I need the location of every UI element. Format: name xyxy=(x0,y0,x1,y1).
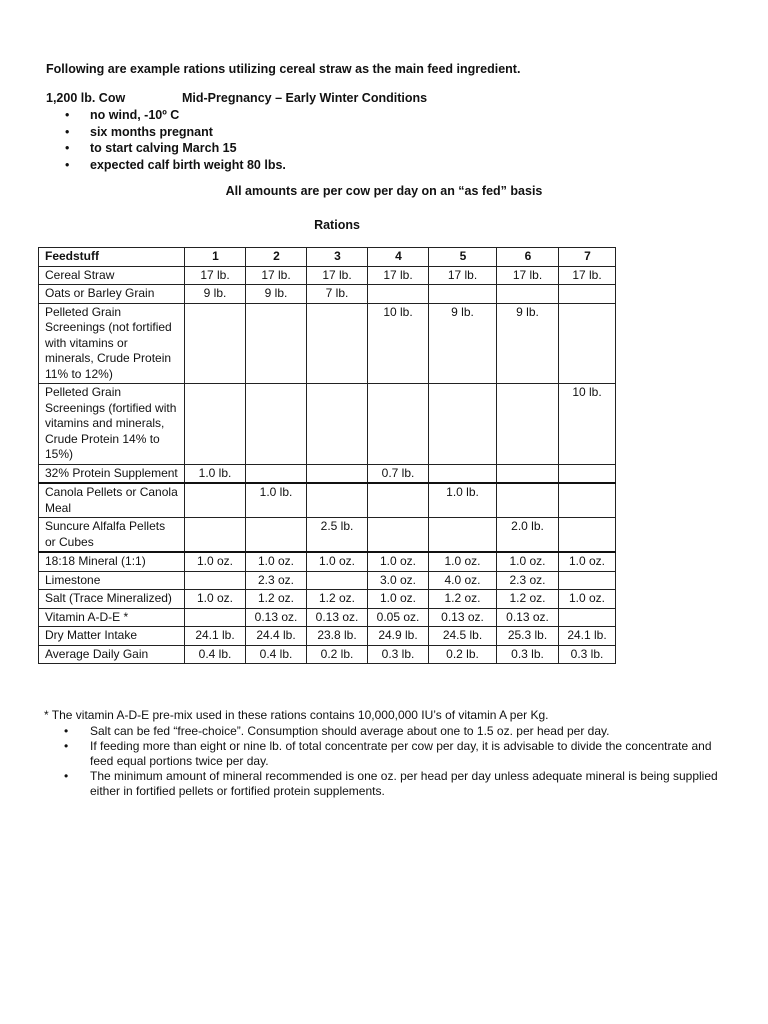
note-item: • Salt can be fed “free-choice”. Consumption should average about one to 1.5 oz. per head per day. xyxy=(64,724,610,738)
ration-value-cell: 1.2 oz. xyxy=(497,590,559,609)
ration-value-cell xyxy=(307,483,368,518)
feedstuff-cell: Pelleted Grain Screenings (fortified with vitamins and minerals, Crude Protein 14% to 15%) xyxy=(39,384,185,465)
bullet-icon: • xyxy=(65,108,70,122)
ration-value-cell xyxy=(246,303,307,384)
column-header: 2 xyxy=(246,248,307,267)
ration-value-cell xyxy=(559,518,616,553)
condition-item: • to start calving March 15 xyxy=(65,141,237,155)
ration-value-cell: 9 lb. xyxy=(246,285,307,304)
ration-value-cell: 2.3 oz. xyxy=(497,571,559,590)
ration-value-cell: 1.0 lb. xyxy=(185,464,246,483)
ration-value-cell: 17 lb. xyxy=(559,266,616,285)
intro-text: Following are example rations utilizing cereal straw as the main feed ingredient. xyxy=(46,62,521,76)
ration-value-cell xyxy=(246,464,307,483)
ration-value-cell: 0.2 lb. xyxy=(429,645,497,664)
ration-value-cell xyxy=(246,384,307,465)
table-row xyxy=(39,464,616,483)
ration-value-cell: 17 lb. xyxy=(429,266,497,285)
table-row xyxy=(39,303,616,384)
ration-value-cell xyxy=(368,518,429,553)
feedstuff-cell: Suncure Alfalfa Pellets or Cubes xyxy=(39,518,185,553)
ration-value-cell: 2.5 lb. xyxy=(307,518,368,553)
ration-value-cell: 2.3 oz. xyxy=(246,571,307,590)
ration-value-cell: 1.0 oz. xyxy=(368,590,429,609)
ration-value-cell: 0.13 oz. xyxy=(429,608,497,627)
ration-value-cell xyxy=(307,464,368,483)
ration-value-cell xyxy=(497,285,559,304)
ration-value-cell xyxy=(246,518,307,553)
ration-value-cell: 17 lb. xyxy=(185,266,246,285)
ration-value-cell xyxy=(559,483,616,518)
condition-item: • no wind, -10º C xyxy=(65,108,180,122)
feedstuff-cell: Dry Matter Intake xyxy=(39,627,185,646)
ration-value-cell xyxy=(429,384,497,465)
ration-value-cell: 0.7 lb. xyxy=(368,464,429,483)
table-header-row xyxy=(39,248,616,267)
ration-value-cell: 0.13 oz. xyxy=(307,608,368,627)
feedstuff-cell: Oats or Barley Grain xyxy=(39,285,185,304)
table-row xyxy=(39,518,616,553)
ration-value-cell: 7 lb. xyxy=(307,285,368,304)
ration-value-cell xyxy=(429,518,497,553)
ration-value-cell: 1.0 oz. xyxy=(559,590,616,609)
ration-value-cell xyxy=(185,303,246,384)
ration-value-cell xyxy=(307,384,368,465)
ration-value-cell: 1.0 oz. xyxy=(429,552,497,571)
feedstuff-cell: Average Daily Gain xyxy=(39,645,185,664)
table-row xyxy=(39,571,616,590)
bullet-icon: • xyxy=(64,769,69,783)
ration-value-cell: 24.9 lb. xyxy=(368,627,429,646)
ration-value-cell: 0.3 lb. xyxy=(559,645,616,664)
ration-value-cell: 24.4 lb. xyxy=(246,627,307,646)
cow-heading xyxy=(46,91,428,105)
bullet-icon: • xyxy=(64,739,69,753)
feedstuff-cell: 18:18 Mineral (1:1) xyxy=(39,552,185,571)
table-row xyxy=(39,384,616,465)
bullet-icon: • xyxy=(65,157,70,172)
ration-value-cell: 1.2 oz. xyxy=(246,590,307,609)
column-header: 1 xyxy=(185,248,246,267)
ration-value-cell xyxy=(185,518,246,553)
ration-value-cell: 0.13 oz. xyxy=(497,608,559,627)
ration-value-cell: 0.2 lb. xyxy=(307,645,368,664)
ration-value-cell xyxy=(368,285,429,304)
column-header: Feedstuff xyxy=(39,248,185,267)
ration-value-cell xyxy=(368,483,429,518)
feedstuff-cell: Canola Pellets or Canola Meal xyxy=(39,483,185,518)
ration-value-cell: 17 lb. xyxy=(307,266,368,285)
ration-value-cell: 4.0 oz. xyxy=(429,571,497,590)
bullet-icon: • xyxy=(65,124,70,139)
ration-value-cell xyxy=(185,571,246,590)
ration-value-cell xyxy=(307,303,368,384)
ration-value-cell: 17 lb. xyxy=(246,266,307,285)
column-header: 5 xyxy=(429,248,497,267)
note-item: • If feeding more than eight or nine lb. of total concentrate per cow per day, it is advisable to divide the concentrate and feed equal portions twice per day. xyxy=(64,739,712,768)
ration-value-cell: 24.1 lb. xyxy=(559,627,616,646)
feedstuff-cell: Salt (Trace Mineralized) xyxy=(39,590,185,609)
cow-period: Mid-Pregnancy – Early Winter Conditions xyxy=(182,91,428,105)
ration-value-cell: 9 lb. xyxy=(429,303,497,384)
table-row xyxy=(39,627,616,646)
ration-value-cell: 17 lb. xyxy=(497,266,559,285)
condition-item: • expected calf birth weight 80 lbs. xyxy=(65,157,286,172)
ration-value-cell: 1.2 oz. xyxy=(307,590,368,609)
ration-value-cell: 2.0 lb. xyxy=(497,518,559,553)
ration-value-cell: 9 lb. xyxy=(185,285,246,304)
table-row xyxy=(39,645,616,664)
ration-value-cell xyxy=(185,483,246,518)
ration-value-cell: 9 lb. xyxy=(497,303,559,384)
rations-title: Rations xyxy=(314,218,360,232)
bullet-icon: • xyxy=(64,724,69,738)
feedstuff-cell: Pelleted Grain Screenings (not fortified with vitamins or minerals, Crude Protein 11% to 12%) xyxy=(39,303,185,384)
feedstuff-cell: Limestone xyxy=(39,571,185,590)
ration-value-cell: 17 lb. xyxy=(368,266,429,285)
ration-value-cell xyxy=(559,571,616,590)
ration-value-cell: 1.0 oz. xyxy=(368,552,429,571)
ration-value-cell: 1.0 lb. xyxy=(429,483,497,518)
rations-table-body xyxy=(39,266,616,664)
ration-value-cell: 23.8 lb. xyxy=(307,627,368,646)
table-row xyxy=(39,552,616,571)
ration-value-cell xyxy=(559,285,616,304)
ration-value-cell xyxy=(368,384,429,465)
ration-value-cell: 1.0 oz. xyxy=(246,552,307,571)
table-row xyxy=(39,590,616,609)
ration-value-cell xyxy=(559,464,616,483)
ration-value-cell xyxy=(559,303,616,384)
ration-value-cell: 0.13 oz. xyxy=(246,608,307,627)
basis-statement: All amounts are per cow per day on an “as fed” basis xyxy=(225,184,543,198)
bullet-icon: • xyxy=(65,141,70,155)
vitamin-footnote: * The vitamin A-D-E pre-mix used in these rations contains 10,000,000 IU’s of vitamin A per Kg. xyxy=(44,708,549,722)
ration-value-cell: 0.4 lb. xyxy=(246,645,307,664)
ration-value-cell xyxy=(185,608,246,627)
notes-list xyxy=(44,724,734,799)
ration-value-cell: 10 lb. xyxy=(368,303,429,384)
feedstuff-cell: 32% Protein Supplement xyxy=(39,464,185,483)
table-row xyxy=(39,483,616,518)
ration-value-cell xyxy=(429,464,497,483)
column-header: 6 xyxy=(497,248,559,267)
conditions-list xyxy=(60,107,286,173)
ration-value-cell: 25.3 lb. xyxy=(497,627,559,646)
ration-value-cell: 0.3 lb. xyxy=(497,645,559,664)
ration-value-cell: 1.0 oz. xyxy=(185,590,246,609)
note-item: • The minimum amount of mineral recommended is one oz. per head per day unless adequate mineral is being supplied either in fortified pellets or fortified protein supplements. xyxy=(64,769,718,798)
ration-value-cell: 24.1 lb. xyxy=(185,627,246,646)
ration-value-cell: 24.5 lb. xyxy=(429,627,497,646)
ration-value-cell: 0.05 oz. xyxy=(368,608,429,627)
ration-value-cell: 10 lb. xyxy=(559,384,616,465)
ration-value-cell: 1.2 oz. xyxy=(429,590,497,609)
table-row xyxy=(39,285,616,304)
ration-value-cell: 0.3 lb. xyxy=(368,645,429,664)
ration-value-cell: 3.0 oz. xyxy=(368,571,429,590)
rations-table xyxy=(38,247,616,664)
feedstuff-cell: Cereal Straw xyxy=(39,266,185,285)
ration-value-cell xyxy=(497,483,559,518)
ration-value-cell xyxy=(497,464,559,483)
ration-value-cell: 1.0 oz. xyxy=(497,552,559,571)
column-header: 4 xyxy=(368,248,429,267)
table-row xyxy=(39,608,616,627)
ration-value-cell: 1.0 oz. xyxy=(307,552,368,571)
table-row xyxy=(39,266,616,285)
ration-value-cell: 0.4 lb. xyxy=(185,645,246,664)
ration-value-cell xyxy=(185,384,246,465)
notes-section xyxy=(44,708,734,799)
column-header: 3 xyxy=(307,248,368,267)
ration-value-cell: 1.0 oz. xyxy=(559,552,616,571)
column-header: 7 xyxy=(559,248,616,267)
condition-item: • six months pregnant xyxy=(65,124,213,139)
ration-value-cell: 1.0 lb. xyxy=(246,483,307,518)
feedstuff-cell: Vitamin A-D-E * xyxy=(39,608,185,627)
ration-value-cell xyxy=(307,571,368,590)
cow-weight: 1,200 lb. Cow xyxy=(46,91,126,105)
ration-value-cell: 1.0 oz. xyxy=(185,552,246,571)
ration-value-cell xyxy=(497,384,559,465)
ration-value-cell xyxy=(429,285,497,304)
ration-value-cell xyxy=(559,608,616,627)
